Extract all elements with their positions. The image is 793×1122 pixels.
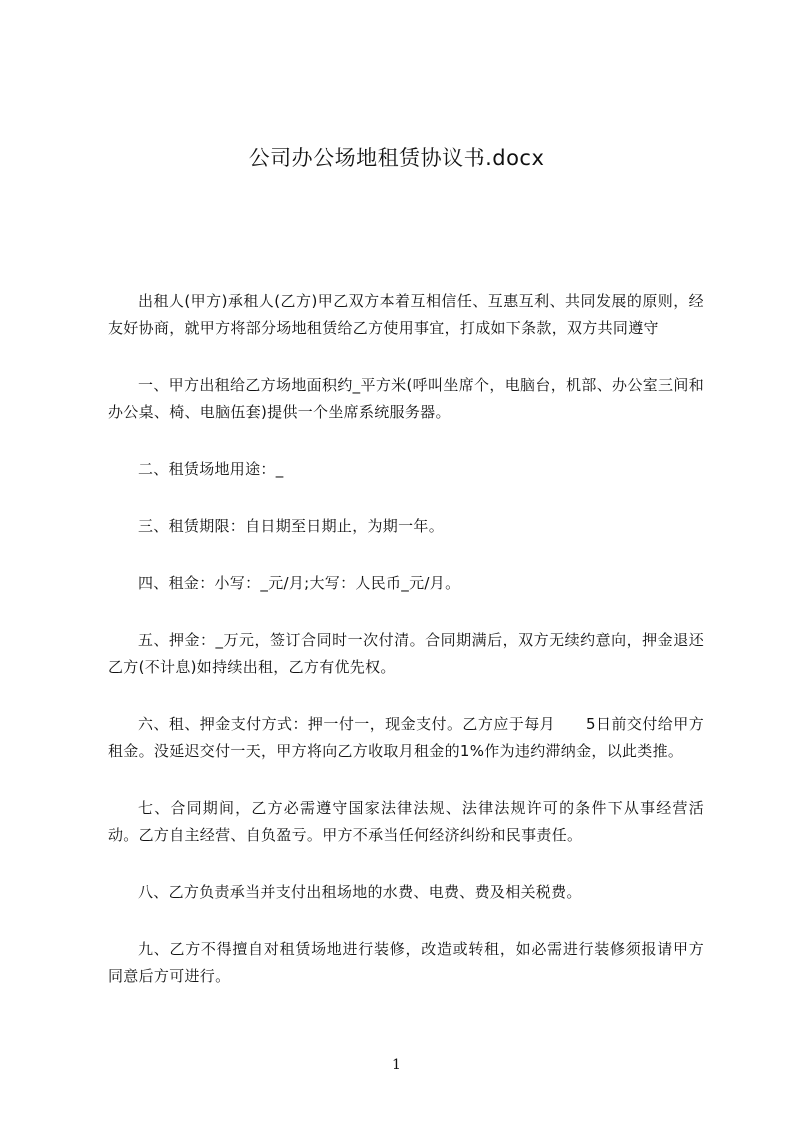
paragraph-clause-6: 六、租、押金支付方式：押一付一，现金支付。乙方应于每月 5日前交付给甲方租金。没延迟交付一天，甲方将向乙方收取月租金的1%作为违约滞纳金，以此类推。 (108, 715, 704, 760)
paragraph-clause-9: 九、乙方不得擅自对租赁场地进行装修，改造或转租，如必需进行装修须报请甲方同意后方可进行。 (108, 940, 704, 985)
paragraph-clause-7: 七、合同期间，乙方必需遵守国家法律法规、法律法规许可的条件下从事经营活动。乙方自主经营、自负盈亏。甲方不承当任何经济纠纷和民事责任。 (108, 799, 704, 844)
page-number: 1 (392, 1057, 401, 1073)
paragraph-clause-8: 八、乙方负责承当并支付出租场地的水费、电费、费及相关税费。 (138, 883, 582, 901)
paragraph-clause-2: 二、租赁场地用途：_ (138, 460, 284, 478)
paragraph-clause-4: 四、租金：小写：_元/月;大写：人民币_元/月。 (138, 574, 461, 592)
paragraph-clause-1: 一、甲方出租给乙方场地面积约_平方米(呼叫坐席个，电脑台，机部、办公室三间和办公桌、椅、电脑伍套)提供一个坐席系统服务器。 (108, 376, 704, 421)
paragraph-preamble: 出租人(甲方)承租人(乙方)甲乙双方本着互相信任、互惠互利、共同发展的原则，经友好协商，就甲方将部分场地租赁给乙方使用事宜，打成如下条款，双方共同遵守 (108, 292, 704, 337)
paragraph-clause-3: 三、租赁期限：自日期至日期止，为期一年。 (138, 517, 445, 535)
paragraph-clause-5: 五、押金：_万元，签订合同时一次付清。合同期满后，双方无续约意向，押金退还乙方(不计息)如持续出租，乙方有优先权。 (108, 631, 704, 676)
document-body (108, 288, 704, 1020)
document-title: 公司办公场地租赁协议书.docx (248, 146, 545, 170)
